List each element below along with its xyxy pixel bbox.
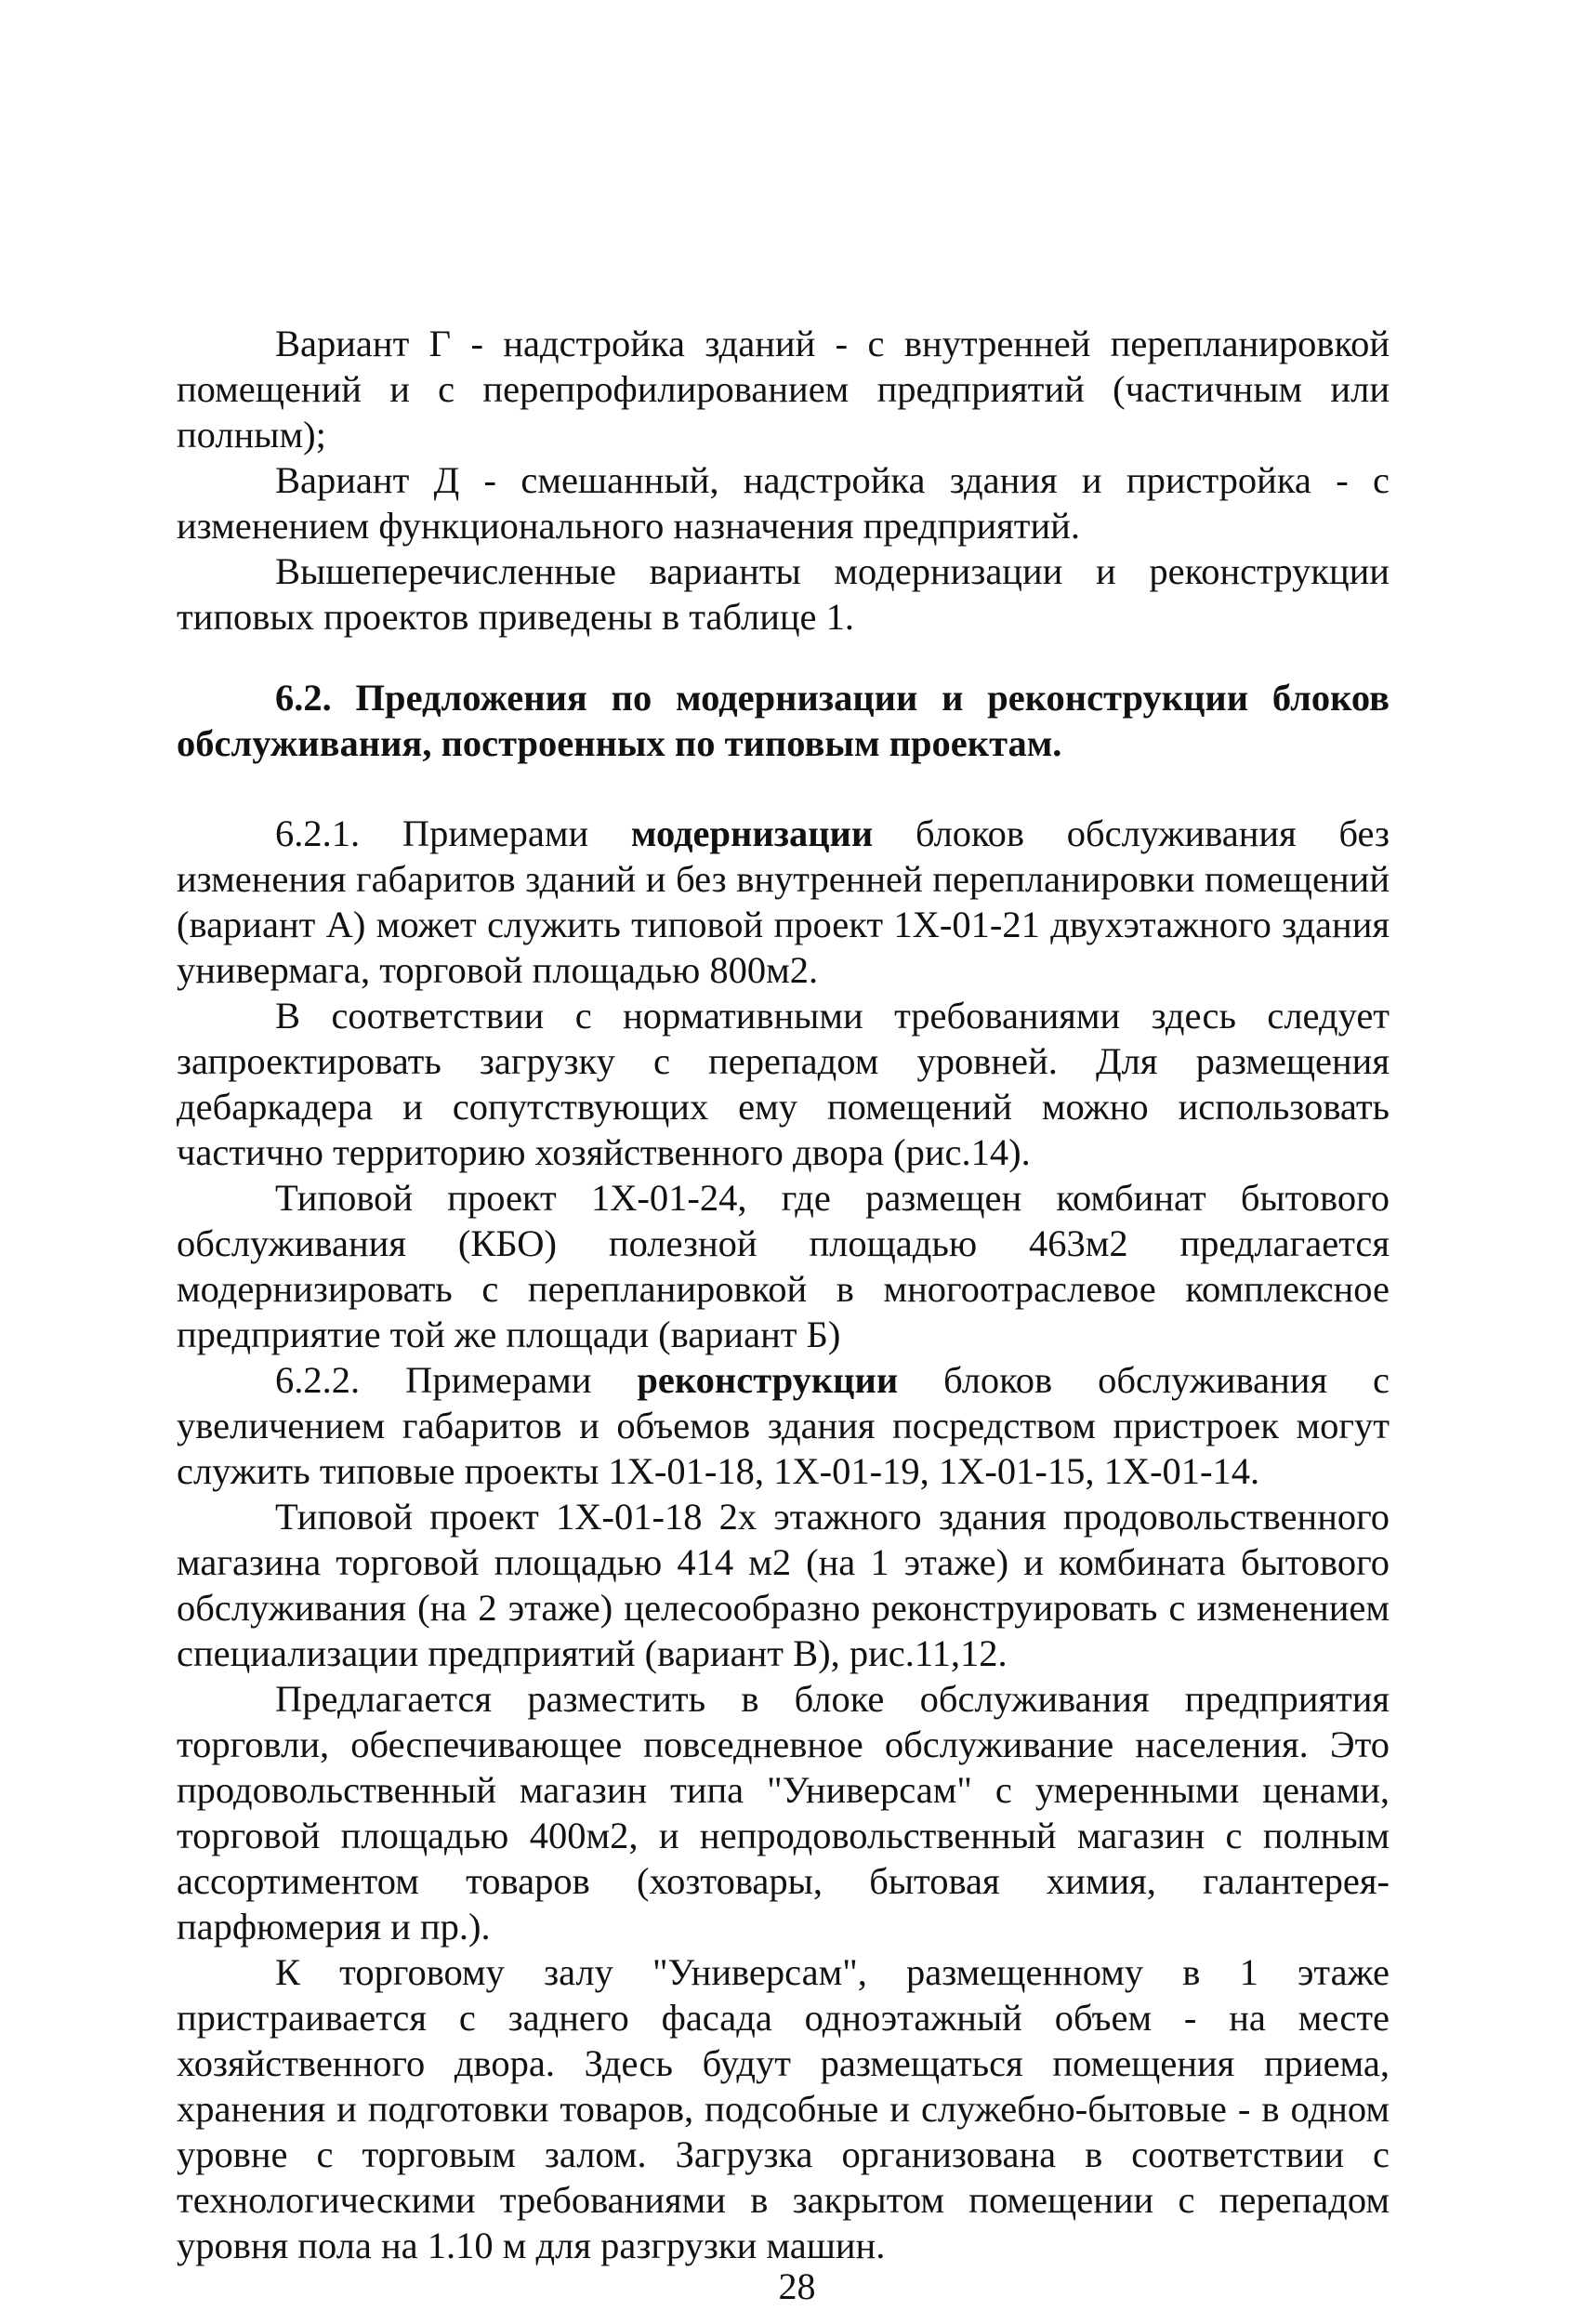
paragraph-6-2-1-start: 6.2.1. Примерами — [275, 812, 631, 854]
paragraph-6-2-2-start: 6.2.2. Примерами — [275, 1359, 638, 1401]
section-heading-6-2: 6.2. Предложения по модернизации и реконструкции блоков обслуживания, построенных по типовым проектам. — [177, 677, 1390, 764]
page-number: 28 — [778, 2265, 816, 2307]
paragraph-variant-d: Вариант Д - смешанный, надстройка здания и пристройка - с изменением функционального назначения предприятий. — [177, 459, 1390, 547]
paragraph-kbo-project: Типовой проект 1Х-01-24, где размещен комбинат бытового обслуживания (КБО) полезной площадью 463м2 предлагается модернизировать с перепланировкой в многоотраслевое комплексное предприятие той же площади (вариант Б) — [177, 1177, 1390, 1355]
paragraph-sales-hall-extension: К торговому залу "Универсам", размещенному в 1 этаже пристраивается с заднего фасада одноэтажный объем - на месте хозяйственного двора. Здесь будут размещаться помещения приема, хранения и подготовки товаров, подсобные и служебно-бытовые - в одном уровне с торговым залом. Загрузка организована в соответствии с технологическими требованиями в закрытом помещении с перепадом уровня пола на 1.10 м для разгрузки машин. — [177, 1951, 1390, 2266]
paragraph-6-2-2-rest: блоков обслуживания с увеличением габаритов и объемов здания посредством пристроек могут служить типовые проекты 1Х-01-18, 1Х-01-19, 1Х-01-15, 1Х-01-14. — [177, 1359, 1390, 1492]
paragraph-6-2-1-rest: блоков обслуживания без изменения габаритов зданий и без внутренней перепланировки помещений (вариант А) может служить типовой проект 1Х-01-21 двухэтажного здания универмага, торговой площадью 800м2. — [177, 812, 1390, 991]
term-reconstruction: реконструкции — [637, 1359, 899, 1401]
paragraph-6-2-2 — [177, 1357, 1390, 1494]
term-modernization: модернизации — [630, 812, 874, 854]
page-content — [177, 321, 1390, 2268]
paragraph-universam-proposal: Предлагается разместить в блоке обслуживания предприятия торговли, обеспечивающее повседневное обслуживание населения. Это продовольственный магазин типа "Универсам" с умеренными ценами, торговой площадью 400м2, и непродовольственный магазин с полным ассортиментом товаров (хозтовары, бытовая химия, галантерея-парфюмерия и пр.). — [177, 1678, 1390, 1948]
paragraph-normative-requirements: В соответствии с нормативными требованиями здесь следует запроектировать загрузку с перепадом уровней. Для размещения дебаркадера и сопутствующих ему помещений можно использовать частично территорию хозяйственного двора (рис.14). — [177, 995, 1390, 1173]
paragraph-table-reference: Вышеперечисленные варианты модернизации и реконструкции типовых проектов приведены в таблице 1. — [177, 550, 1390, 638]
paragraph-variant-g: Вариант Г - надстройка зданий - с внутренней перепланировкой помещений и с перепрофилированием предприятий (частичным или полным); — [177, 323, 1390, 456]
paragraph-6-2-1 — [177, 811, 1390, 993]
spacer — [177, 766, 1390, 811]
paragraph-project-1x-01-18: Типовой проект 1Х-01-18 2х этажного здания продовольственного магазина торговой площадью 414 м2 (на 1 этаже) и комбината бытового обслуживания (на 2 этаже) целесообразно реконструировать с изменением специализации предприятий (вариант В), рис.11,12. — [177, 1496, 1390, 1674]
